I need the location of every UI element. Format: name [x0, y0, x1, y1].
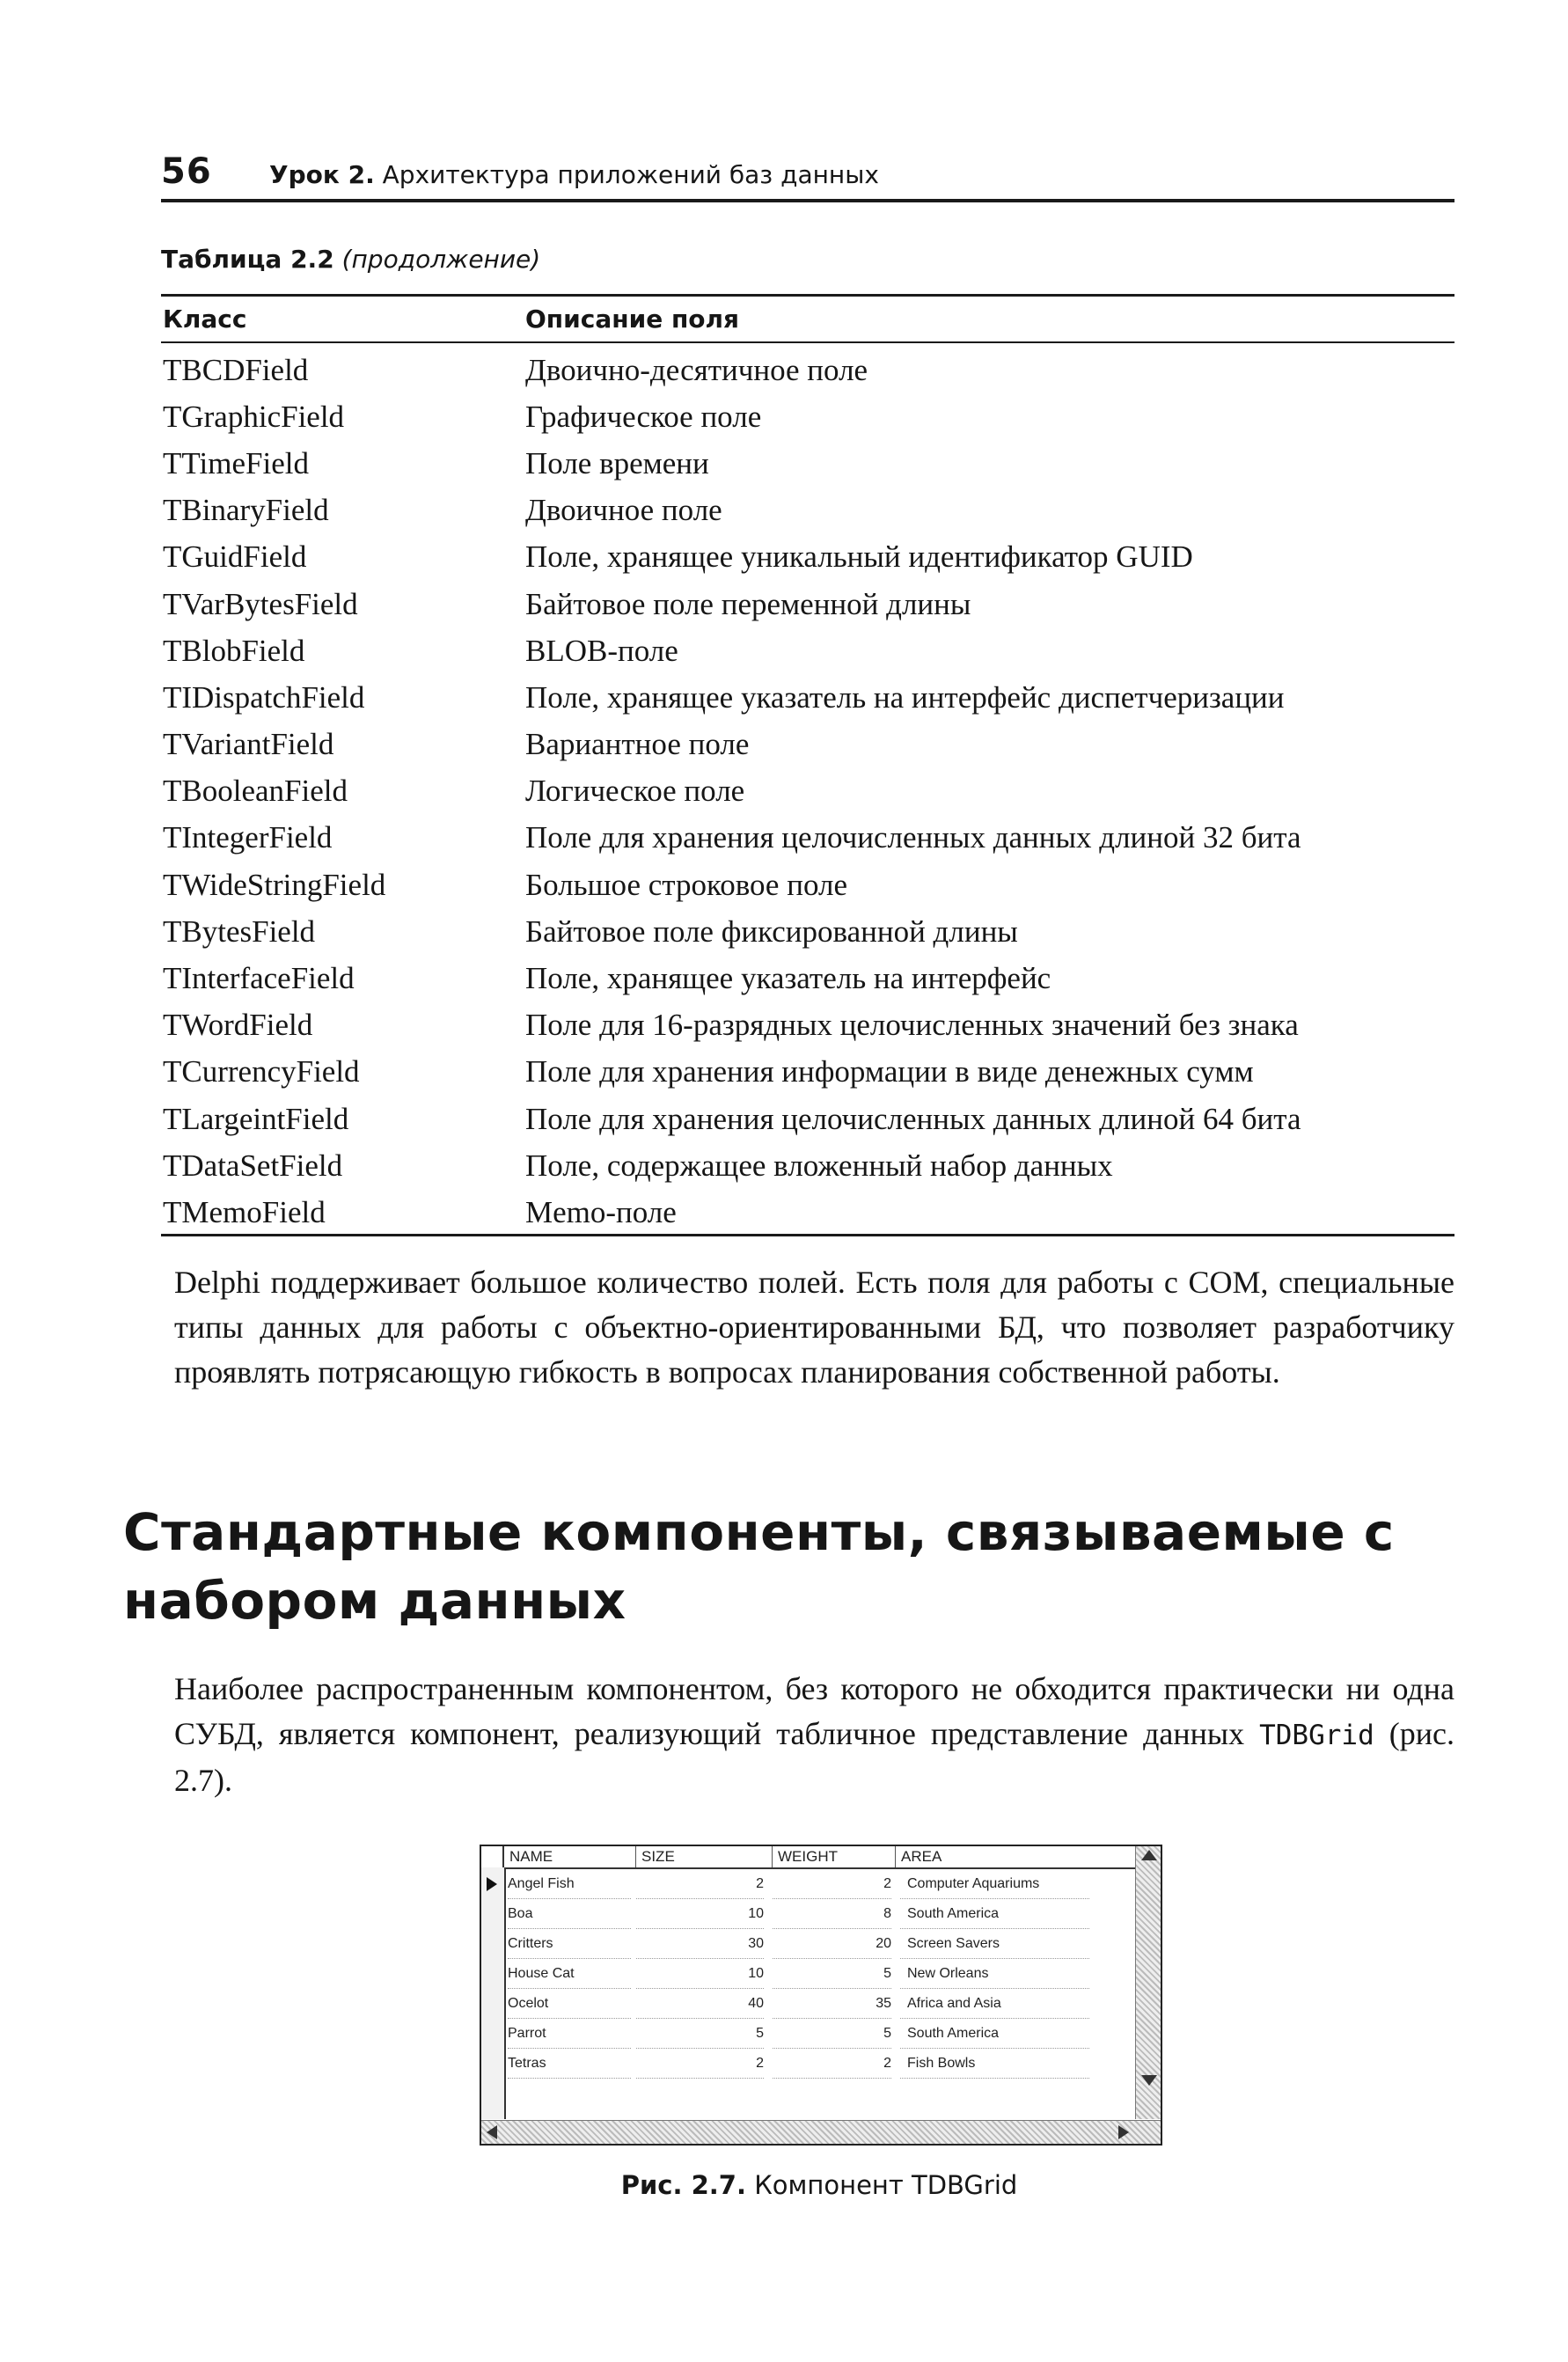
field-description: Большое строковое поле: [525, 867, 847, 902]
table-header-description: Описание поля: [525, 304, 740, 334]
grid-row-indicator-column: [481, 1867, 506, 2119]
field-class-name: TBooleanField: [163, 774, 348, 809]
grid-cell-weight[interactable]: 2: [773, 1869, 891, 1899]
table-row: [163, 768, 1454, 815]
paragraph-tdbgrid-text: Наиболее распространенным компонентом, без которого не обходится практически ни одна СУБД, является компонент, реализующий табличное представление данных: [174, 1671, 1454, 1751]
field-description: Байтовое поле переменной длины: [525, 586, 971, 621]
field-class-name: TVarBytesField: [163, 586, 358, 621]
grid-cell-size[interactable]: 40: [636, 1989, 764, 2019]
field-class-name: TCurrencyField: [163, 1054, 360, 1089]
lesson-title: Архитектура приложений баз данных: [382, 160, 879, 189]
grid-cell-size[interactable]: 10: [636, 1959, 764, 1989]
field-class-name: TGuidField: [163, 539, 307, 575]
grid-cell-name[interactable]: Boa: [508, 1899, 631, 1929]
grid-cell-size[interactable]: 10: [636, 1899, 764, 1929]
scroll-up-arrow-icon[interactable]: [1141, 1850, 1157, 1860]
grid-row[interactable]: [504, 1929, 1094, 1959]
grid-row[interactable]: [504, 1989, 1094, 2019]
grid-cell-size[interactable]: 2: [636, 1869, 764, 1899]
grid-header-size[interactable]: SIZE: [636, 1846, 773, 1867]
grid-row[interactable]: [504, 1899, 1094, 1929]
table-row: [163, 581, 1454, 627]
fields-table-body: [163, 347, 1454, 1236]
grid-header: [481, 1846, 1161, 1869]
field-description: Вариантное поле: [525, 727, 750, 762]
field-class-name: TBytesField: [163, 913, 316, 949]
table-caption-label: Таблица 2.2: [161, 245, 334, 274]
grid-cell-name[interactable]: House Cat: [508, 1959, 631, 1989]
grid-cell-size[interactable]: 5: [636, 2019, 764, 2049]
running-title: [269, 160, 879, 189]
code-tdbgrid: TDBGrid: [1259, 1720, 1374, 1751]
grid-header-area[interactable]: AREA: [901, 1848, 942, 1865]
grid-cell-weight[interactable]: 5: [773, 1959, 891, 1989]
table-bottom-rule: [161, 1234, 1454, 1236]
grid-row[interactable]: [504, 1869, 1094, 1899]
field-class-name: TTimeField: [163, 445, 309, 480]
field-class-name: TBlobField: [163, 633, 305, 668]
field-description: Memo-поле: [525, 1194, 677, 1229]
grid-cell-area[interactable]: Computer Aquariums: [900, 1869, 1089, 1899]
scroll-left-arrow-icon[interactable]: [487, 2125, 497, 2139]
grid-cell-area[interactable]: Fish Bowls: [900, 2049, 1089, 2079]
table-row: [163, 1189, 1454, 1236]
grid-cell-area[interactable]: Africa and Asia: [900, 1989, 1089, 2019]
grid-cell-name[interactable]: Parrot: [508, 2019, 631, 2049]
table-header-class: Класс: [163, 304, 247, 334]
field-description: Двоичное поле: [525, 493, 722, 528]
field-description: Логическое поле: [525, 774, 745, 809]
table-row: [163, 815, 1454, 862]
field-description: Поле для хранения информации в виде денежных сумм: [525, 1054, 1254, 1089]
table-header-rule: [161, 341, 1454, 343]
tdbgrid-figure: [480, 1845, 1162, 2146]
table-row: [163, 1096, 1454, 1142]
grid-vertical-scrollbar[interactable]: [1135, 1846, 1161, 2119]
grid-cell-area[interactable]: South America: [900, 1899, 1089, 1929]
table-row: [163, 862, 1454, 908]
table-row: [163, 1142, 1454, 1189]
field-class-name: TIntegerField: [163, 820, 333, 855]
grid-header-indicator: [481, 1846, 504, 1867]
field-description: Двоично-десятичное поле: [525, 352, 868, 387]
field-description: Поле для хранения целочисленных данных длиной 32 бита: [525, 820, 1301, 855]
field-description: Байтовое поле фиксированной длины: [525, 913, 1018, 949]
table-row: [163, 722, 1454, 768]
grid-cell-name[interactable]: Angel Fish: [508, 1869, 631, 1899]
field-class-name: TBinaryField: [163, 493, 329, 528]
grid-row[interactable]: [504, 2019, 1094, 2049]
header-rule: [161, 199, 1454, 202]
grid-header-weight[interactable]: WEIGHT: [773, 1846, 896, 1867]
grid-row[interactable]: [504, 1959, 1094, 1989]
grid-cell-weight[interactable]: 35: [773, 1989, 891, 2019]
grid-header-name[interactable]: NAME: [504, 1846, 636, 1867]
field-description: Поле, содержащее вложенный набор данных: [525, 1148, 1113, 1183]
field-class-name: TGraphicField: [163, 399, 345, 434]
grid-cell-area[interactable]: Screen Savers: [900, 1929, 1089, 1959]
table-row: [163, 1002, 1454, 1049]
grid-cell-area[interactable]: South America: [900, 2019, 1089, 2049]
field-description: Поле для хранения целочисленных данных длиной 64 бита: [525, 1101, 1301, 1136]
grid-cell-name[interactable]: Ocelot: [508, 1989, 631, 2019]
grid-row[interactable]: [504, 2049, 1094, 2079]
grid-cell-weight[interactable]: 2: [773, 2049, 891, 2079]
table-caption-note: (продолжение): [341, 245, 541, 274]
figure-label: Рис. 2.7.: [620, 2170, 746, 2200]
table-row: [163, 1049, 1454, 1096]
field-description: Поле, хранящее указатель на интерфейс диспетчеризации: [525, 679, 1285, 715]
table-row: [163, 534, 1454, 581]
field-class-name: TWideStringField: [163, 867, 386, 902]
table-top-rule: [161, 294, 1454, 297]
lesson-label: Урок 2.: [269, 160, 375, 189]
field-class-name: TBCDField: [163, 352, 309, 387]
table-row: [163, 674, 1454, 721]
field-class-name: TLargeintField: [163, 1101, 349, 1136]
figure-caption: [480, 2170, 1159, 2200]
paragraph-tdbgrid: [174, 1667, 1454, 1803]
field-description: Поле времени: [525, 445, 709, 480]
table-row: [163, 627, 1454, 674]
current-row-pointer-icon: [487, 1877, 497, 1891]
grid-cell-size[interactable]: 2: [636, 2049, 764, 2079]
table-row: [163, 488, 1454, 534]
field-class-name: TDataSetField: [163, 1148, 343, 1183]
table-row: [163, 908, 1454, 955]
field-description: Поле для 16-разрядных целочисленных значений без знака: [525, 1008, 1299, 1043]
section-heading: Стандартные компоненты, связываемые с набором данных: [123, 1502, 1395, 1631]
scroll-right-arrow-icon[interactable]: [1118, 2125, 1129, 2139]
paragraph-tdbgrid-ref: (рис. 2.7).: [174, 1716, 1454, 1798]
field-description: Поле, хранящее указатель на интерфейс: [525, 961, 1051, 996]
grid-cell-weight[interactable]: 8: [773, 1899, 891, 1929]
field-description: Графическое поле: [525, 399, 762, 434]
field-class-name: TInterfaceField: [163, 961, 355, 996]
table-row: [163, 393, 1454, 440]
field-class-name: TMemoField: [163, 1194, 326, 1229]
grid-cell-weight[interactable]: 5: [773, 2019, 891, 2049]
grid-cell-size[interactable]: 30: [636, 1929, 764, 1959]
grid-cell-area[interactable]: New Orleans: [900, 1959, 1089, 1989]
table-row: [163, 440, 1454, 487]
scroll-down-arrow-icon[interactable]: [1141, 2075, 1157, 2086]
field-class-name: TWordField: [163, 1008, 313, 1043]
table-row: [163, 347, 1454, 393]
field-class-name: TIDispatchField: [163, 679, 365, 715]
grid-horizontal-scrollbar[interactable]: [481, 2120, 1161, 2144]
field-description: BLOB-поле: [525, 633, 678, 668]
table-row: [163, 955, 1454, 1001]
grid-cell-weight[interactable]: 20: [773, 1929, 891, 1959]
paragraph-delphi-fields: Delphi поддерживает большое количество полей. Есть поля для работы с COM, специальные типы данных для работы с объектно-ориентированными БД, что позволяет разработчику проявлять потрясающую гибкость в вопросах планирования собственной работы.: [174, 1265, 1454, 1390]
grid-cell-name[interactable]: Tetras: [508, 2049, 631, 2079]
grid-cell-name[interactable]: Critters: [508, 1929, 631, 1959]
figure-text: Компонент TDBGrid: [754, 2170, 1018, 2200]
table-caption: [161, 245, 540, 274]
page-number: 56: [161, 151, 212, 192]
field-description: Поле, хранящее уникальный идентификатор GUID: [525, 539, 1193, 575]
running-header: [161, 151, 1454, 201]
field-class-name: TVariantField: [163, 727, 334, 762]
